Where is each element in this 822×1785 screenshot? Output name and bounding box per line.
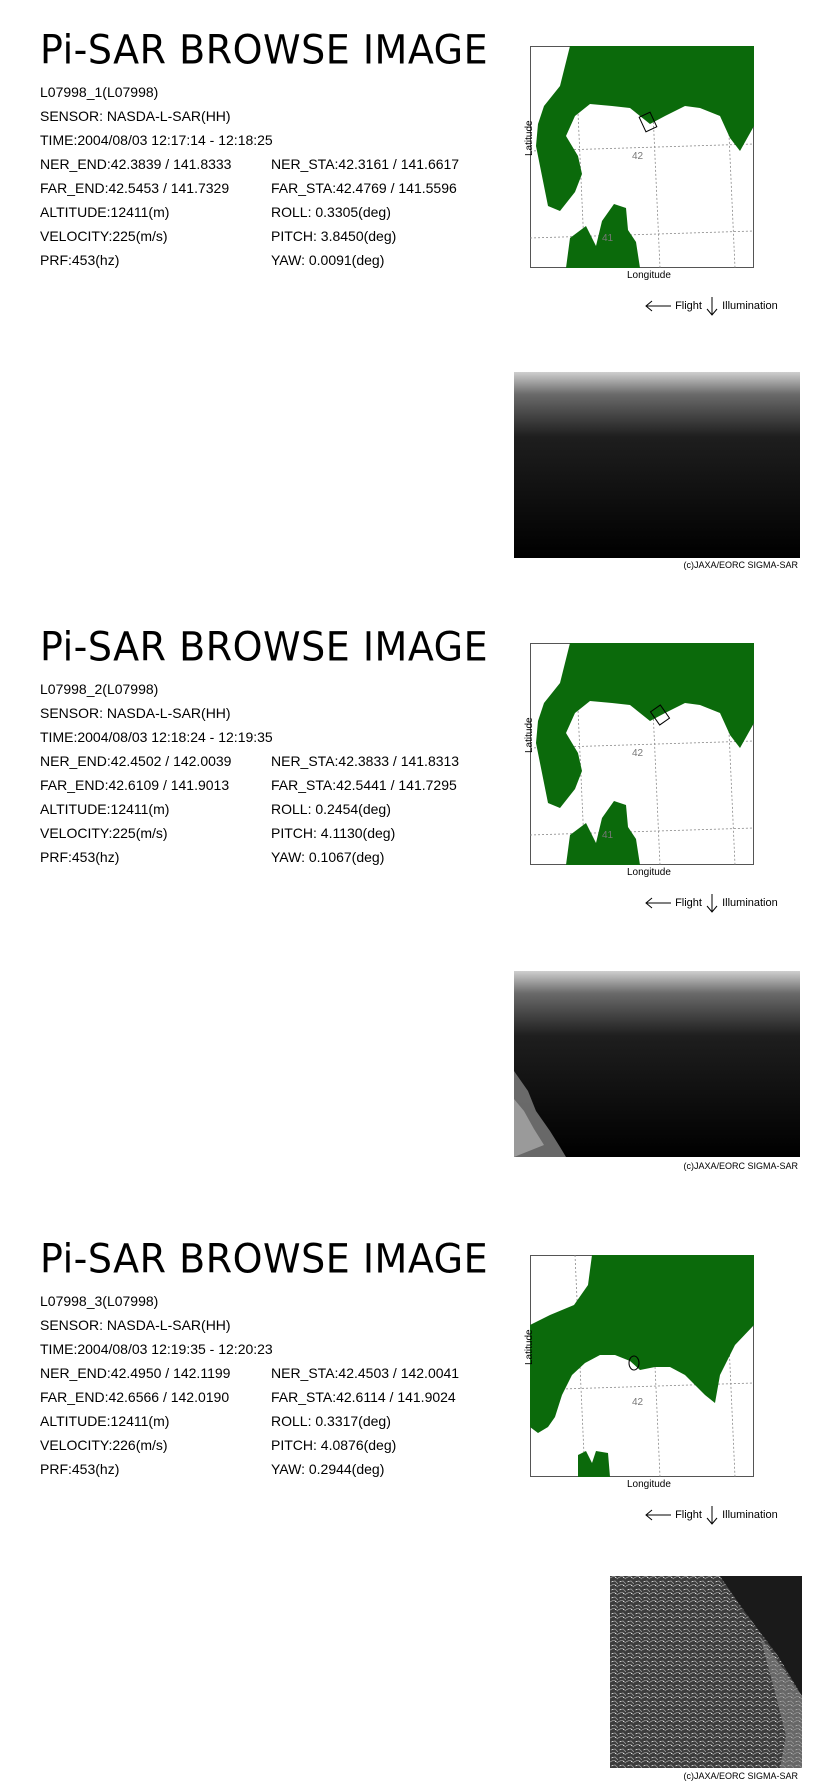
pitch-text: PITCH: 4.0876(deg) (271, 1437, 397, 1453)
latitude-label: Latitude (524, 1329, 535, 1365)
panel-title: Pi-SAR BROWSE IMAGE (40, 1235, 489, 1283)
grid-label-42: 42 (632, 1397, 644, 1408)
ner-end-text: NER_END:42.4502 / 142.0039 (40, 753, 232, 769)
flight-arrow-icon (644, 300, 672, 312)
grid-label-41: 41 (602, 233, 614, 244)
far-sta-text: FAR_STA:42.4769 / 141.5596 (271, 180, 457, 196)
browse-panel-1 (0, 0, 822, 590)
prf-text: PRF:453(hz) (40, 849, 120, 865)
orientation-legend (644, 1505, 778, 1525)
far-sta-text: FAR_STA:42.5441 / 141.7295 (271, 777, 457, 793)
illumination-label: Illumination (722, 1509, 778, 1521)
velocity-text: VELOCITY:226(m/s) (40, 1437, 168, 1453)
panel-title: Pi-SAR BROWSE IMAGE (40, 26, 489, 74)
metadata-block (40, 1289, 480, 1481)
illumination-arrow-icon (705, 1505, 719, 1525)
metadata-block (40, 80, 480, 272)
ner-end-text: NER_END:42.4950 / 142.1199 (40, 1365, 231, 1381)
prf-text: PRF:453(hz) (40, 1461, 120, 1477)
altitude-text: ALTITUDE:12411(m) (40, 1413, 170, 1429)
browse-panel-2 (0, 597, 822, 1197)
ner-sta-text: NER_STA:42.4503 / 142.0041 (271, 1365, 460, 1381)
credit-text: (c)JAXA/EORC SIGMA-SAR (683, 1771, 798, 1781)
roll-text: ROLL: 0.2454(deg) (271, 801, 391, 817)
grid-label-42: 42 (632, 748, 644, 759)
ner-sta-text: NER_STA:42.3161 / 141.6617 (271, 156, 460, 172)
pitch-text: PITCH: 3.8450(deg) (271, 228, 397, 244)
location-map (530, 46, 754, 268)
far-end-text: FAR_END:42.6566 / 142.0190 (40, 1389, 230, 1405)
flight-label: Flight (675, 897, 702, 909)
metadata-block (40, 677, 480, 869)
latitude-label: Latitude (524, 717, 535, 753)
sar-image (610, 1576, 802, 1768)
orientation-legend (644, 296, 778, 316)
illumination-label: Illumination (722, 300, 778, 312)
credit-text: (c)JAXA/EORC SIGMA-SAR (683, 560, 798, 570)
flight-arrow-icon (644, 1509, 672, 1521)
panel-title: Pi-SAR BROWSE IMAGE (40, 623, 489, 671)
yaw-text: YAW: 0.1067(deg) (271, 849, 385, 865)
scene-id: L07998_3(L07998) (40, 1293, 159, 1309)
roll-text: ROLL: 0.3305(deg) (271, 204, 391, 220)
sar-backscatter (514, 971, 800, 1157)
illumination-label: Illumination (722, 897, 778, 909)
sensor-text: SENSOR: NASDA-L-SAR(HH) (40, 1317, 231, 1333)
orientation-legend (644, 893, 778, 913)
flight-label: Flight (675, 1509, 702, 1521)
altitude-text: ALTITUDE:12411(m) (40, 204, 170, 220)
velocity-text: VELOCITY:225(m/s) (40, 825, 168, 841)
far-end-text: FAR_END:42.6109 / 141.9013 (40, 777, 230, 793)
flight-arrow-icon (644, 897, 672, 909)
illumination-arrow-icon (705, 296, 719, 316)
yaw-text: YAW: 0.0091(deg) (271, 252, 385, 268)
far-sta-text: FAR_STA:42.6114 / 141.9024 (271, 1389, 456, 1405)
longitude-label: Longitude (627, 1479, 671, 1490)
roll-text: ROLL: 0.3317(deg) (271, 1413, 391, 1429)
credit-text: (c)JAXA/EORC SIGMA-SAR (683, 1161, 798, 1171)
flight-label: Flight (675, 300, 702, 312)
scene-id: L07998_2(L07998) (40, 681, 159, 697)
velocity-text: VELOCITY:225(m/s) (40, 228, 168, 244)
time-text: TIME:2004/08/03 12:19:35 - 12:20:23 (40, 1341, 273, 1357)
sar-image (514, 971, 800, 1157)
pitch-text: PITCH: 4.1130(deg) (271, 825, 396, 841)
longitude-label: Longitude (627, 867, 671, 878)
location-map (530, 643, 754, 865)
sensor-text: SENSOR: NASDA-L-SAR(HH) (40, 108, 231, 124)
longitude-label: Longitude (627, 270, 671, 281)
location-map (530, 1255, 754, 1477)
scene-id: L07998_1(L07998) (40, 84, 159, 100)
ner-end-text: NER_END:42.3839 / 141.8333 (40, 156, 232, 172)
grid-label-42: 42 (632, 151, 644, 162)
latitude-label: Latitude (524, 120, 535, 156)
yaw-text: YAW: 0.2944(deg) (271, 1461, 385, 1477)
browse-panel-3 (0, 1209, 822, 1785)
altitude-text: ALTITUDE:12411(m) (40, 801, 170, 817)
sar-image (514, 372, 800, 558)
ner-sta-text: NER_STA:42.3833 / 141.8313 (271, 753, 460, 769)
far-end-text: FAR_END:42.5453 / 141.7329 (40, 180, 230, 196)
time-text: TIME:2004/08/03 12:17:14 - 12:18:25 (40, 132, 273, 148)
time-text: TIME:2004/08/03 12:18:24 - 12:19:35 (40, 729, 273, 745)
grid-label-41: 41 (602, 830, 614, 841)
prf-text: PRF:453(hz) (40, 252, 120, 268)
sensor-text: SENSOR: NASDA-L-SAR(HH) (40, 705, 231, 721)
illumination-arrow-icon (705, 893, 719, 913)
sar-backscatter (514, 372, 800, 558)
